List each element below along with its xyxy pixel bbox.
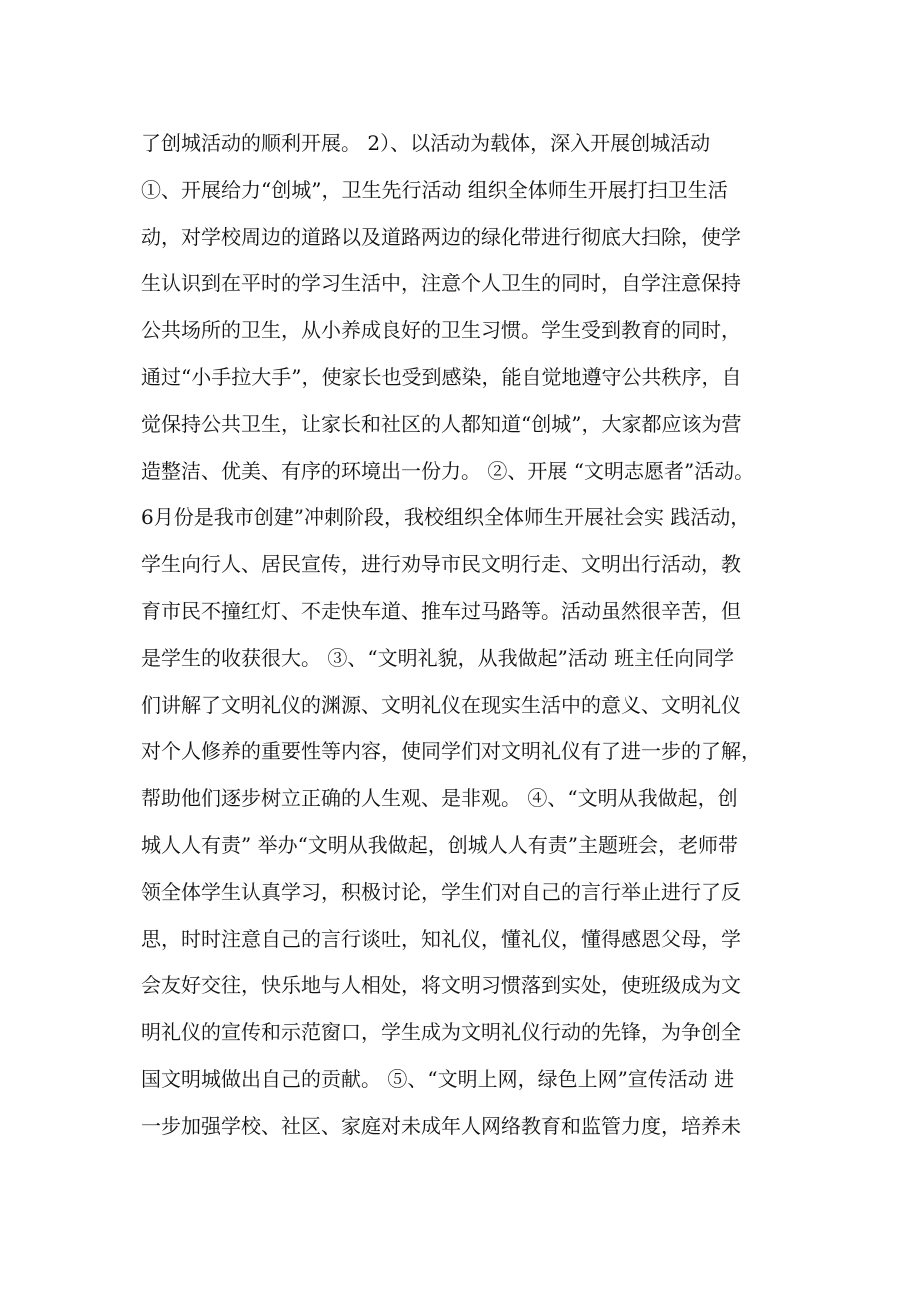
text-line: 学生向行人、居民宣传，进行劝导市民文明行走、文明出行活动，教	[141, 552, 741, 577]
body-text	[141, 120, 801, 1150]
text-line: 了创城活动的顺利开展。 2）、以活动为载体，深入开展创城活动	[141, 131, 711, 155]
text-line: 育市民不撞红灯、不走快车道、推车过马路等。活动虽然很辛苦，但	[141, 598, 741, 623]
text-line: 国文明城做出自己的贡献。 ⑤、“文明上网，绿色上网”宣传活动 进	[141, 1066, 735, 1091]
text-line: 觉保持公共卫生，让家长和社区的人都知道“创城”，大家都应该为营	[141, 411, 742, 436]
text-line: 会友好交往，快乐地与人相处，将文明习惯落到实处，使班级成为文	[141, 973, 741, 998]
text-line: 生认识到在平时的学习生活中，注意个人卫生的同时，自学注意保持	[141, 271, 741, 296]
text-line: 一步加强学校、社区、家庭对未成年人网络教育和监管力度，培养未	[141, 1113, 741, 1138]
text-line: 通过“小手拉大手”，使家长也受到感染，能自觉地遵守公共秩序，自	[141, 364, 742, 389]
text-line: 6月份是我市创建”冲刺阶段，我校组织全体师生开展社会实 践活动，	[141, 505, 751, 530]
text-line: 造整洁、优美、有序的环境出一份力。 ②、开展 “文明志愿者”活动。	[141, 458, 755, 483]
text-line: 帮助他们逐步树立正确的人生观、是非观。 ④、“文明从我做起，创	[141, 786, 738, 811]
text-line: 思，时时注意自己的言行谈吐，知礼仪，懂礼仪，懂得感恩父母，学	[141, 926, 741, 951]
text-line: 是学生的收获很大。 ③、“文明礼貌，从我做起”活动 班主任向同学	[141, 645, 735, 670]
text-line: 动，对学校周边的道路以及道路两边的绿化带进行彻底大扫除，使学	[141, 224, 741, 249]
text-line: 对个人修养的重要性等内容，使同学们对文明礼仪有了进一步的了解，	[141, 739, 761, 764]
text-line: 城人人有责” 举办“文明从我做起，创城人人有责”主题班会，老师带	[141, 832, 739, 857]
text-line: 们讲解了文明礼仪的渊源、文明礼仪在现实生活中的意义、文明礼仪	[141, 692, 741, 717]
text-line: 领全体学生认真学习，积极讨论，学生们对自己的言行举止进行了反	[141, 879, 741, 904]
text-line: 明礼仪的宣传和示范窗口，学生成为文明礼仪行动的先锋，为争创全	[141, 1020, 741, 1045]
text-line: 公共场所的卫生，从小养成良好的卫生习惯。学生受到教育的同时，	[141, 318, 741, 343]
text-line: ①、开展给力“创城”，卫生先行活动 组织全体师生开展打扫卫生活	[141, 177, 728, 202]
